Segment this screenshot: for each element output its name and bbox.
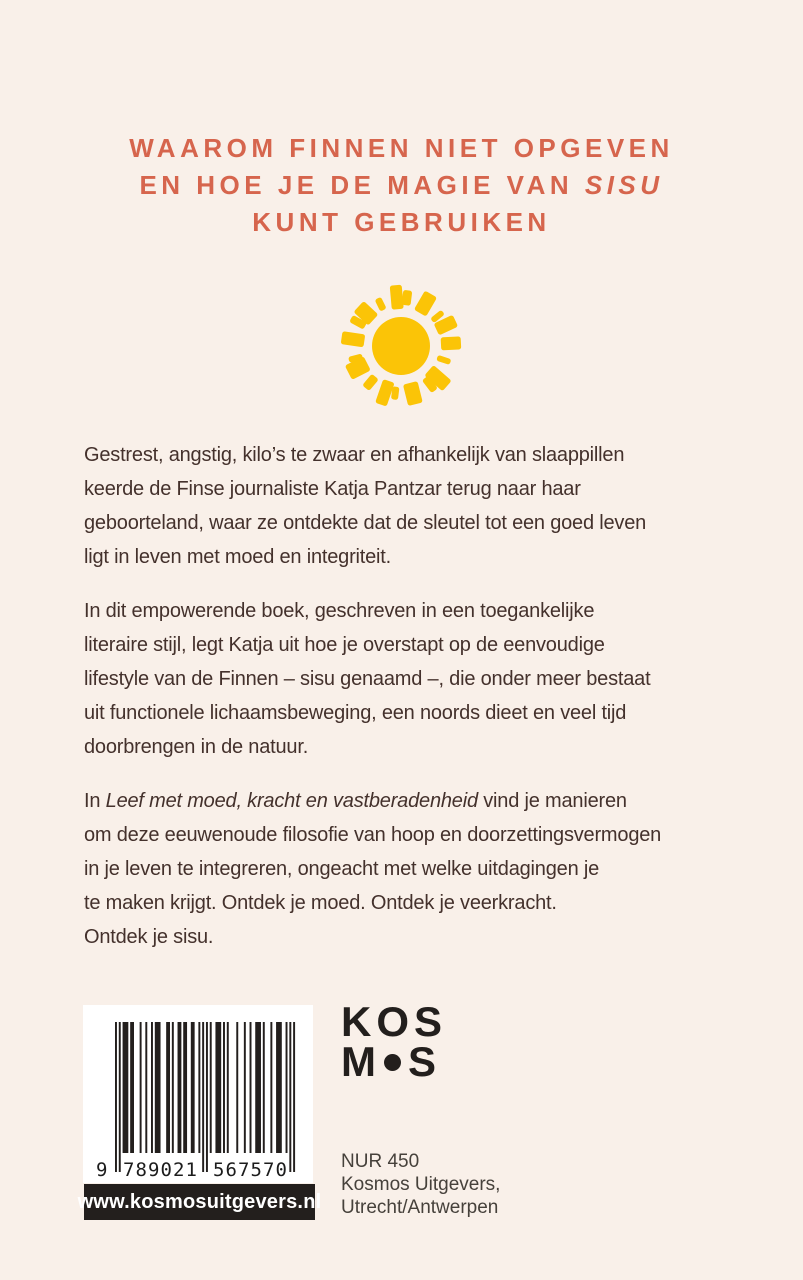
blurb [84,438,744,974]
kosmos-dot-icon [384,1054,401,1071]
barcode [83,1005,313,1183]
cover-tagline: WAAROM FINNEN NIET OPGEVEN EN HOE JE DE MAGIE VAN SISU KUNT GEBRUIKEN [129,133,674,237]
blurb-paragraph-2: In dit empowerende boek, geschreven in een toegankelijke literaire stijl, legt Katja uit hoe je overstapt op de eenvoudige lifestyle van de Finnen – sisu genaamd –, die onder meer bestaat uit functionele lichaamsbeweging, een noords dieet en veel tijd doorbrengen in de natuur. [84,600,651,758]
kosmos-logo-line2 [341,1038,447,1085]
barcode-bars [83,1005,313,1183]
svg-text:9: 9 [96,1159,108,1181]
svg-text:789021: 789021 [123,1159,197,1181]
kosmos-logo [341,998,448,1085]
imprint-info [341,1150,500,1219]
kosmos-logo-s: S [408,1038,442,1085]
kosmos-logo-line1: KOS [341,998,448,1045]
blurb-paragraph-1: Gestrest, angstig, kilo’s te zwaar en afhankelijk van slaappillen keerde de Finse journaliste Katja Pantzar terug naar haar geboorteland, waar ze ontdekte dat de sleutel tot een goed leven ligt in leven met moed en integriteit. [84,444,647,568]
publisher-name: Kosmos Uitgevers, [341,1174,501,1195]
publisher-cities: Utrecht/Antwerpen [341,1197,499,1218]
publisher-website-bar [77,1184,322,1220]
nur-code: NUR 450 [341,1151,420,1172]
blurb-paragraph-3: In Leef met moed, kracht en vastberadenheid vind je manieren om deze eeuwenoude filosofie van hoop en doorzettingsvermogen in je leven te integreren, ongeacht met welke uitdagingen je te maken krijgt. Ontdek je moed. Ontdek je veerkracht. Ontdek je sisu. [84,790,662,948]
publisher-website-url: www.kosmosuitgevers.nl [77,1190,322,1213]
kosmos-logo-m: M [341,1038,381,1085]
sun-illustration [326,271,476,421]
svg-text:567570: 567570 [213,1159,287,1181]
